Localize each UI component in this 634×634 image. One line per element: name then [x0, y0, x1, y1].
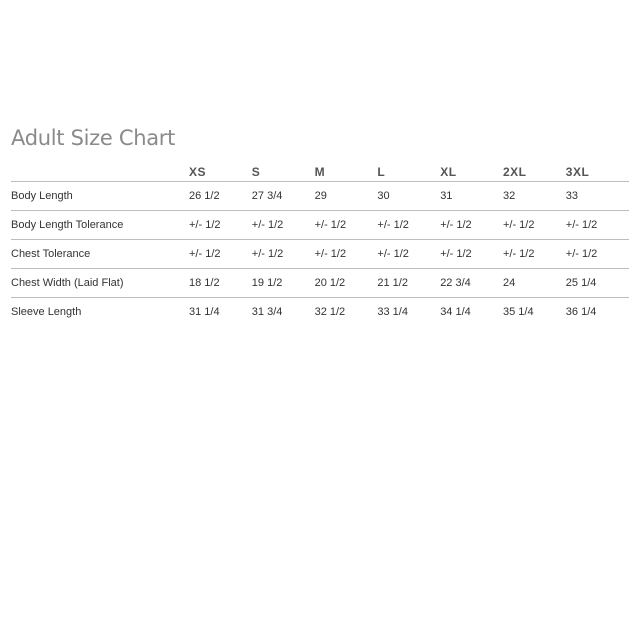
table-cell: 32	[503, 182, 566, 211]
table-cell: 22 3/4	[440, 269, 503, 298]
row-label: Chest Width (Laid Flat)	[11, 269, 189, 298]
table-cell: 33 1/4	[377, 306, 408, 318]
table-row-sleeve-length	[11, 298, 629, 327]
table-cell: +/- 1/2	[503, 240, 566, 269]
size-chart-table	[11, 158, 629, 326]
table-cell: +/- 1/2	[189, 211, 252, 240]
header-cell-3xl: 3XL	[566, 158, 629, 182]
table-cell: 30	[377, 182, 440, 211]
header-row	[11, 158, 629, 182]
table-cell: 24	[503, 269, 566, 298]
table-cell: +/- 1/2	[252, 240, 315, 269]
table-row-chest-tolerance	[11, 240, 629, 269]
table-cell: 20 1/2	[315, 269, 378, 298]
table-cell: 29	[315, 182, 378, 211]
header-cell-xl: XL	[440, 158, 503, 182]
table-cell: 21 1/2	[377, 269, 440, 298]
table-cell: +/- 1/2	[503, 211, 566, 240]
table-cell: 27 3/4	[252, 182, 315, 211]
header-cell-l: L	[377, 158, 440, 182]
header-cell-blank	[11, 158, 189, 182]
table-cell: 18 1/2	[189, 269, 252, 298]
table-cell: +/- 1/2	[440, 211, 503, 240]
table-cell: +/- 1/2	[315, 240, 378, 269]
page-title: Adult Size Chart	[11, 126, 176, 150]
table-cell: +/- 1/2	[377, 211, 440, 240]
table-cell: +/- 1/2	[252, 211, 315, 240]
table-row-body-length	[11, 182, 629, 211]
table-cell: 26 1/2	[189, 182, 252, 211]
table-cell: +/- 1/2	[440, 240, 503, 269]
table-cell: +/- 1/2	[315, 211, 378, 240]
row-label: Chest Tolerance	[11, 240, 189, 269]
table-cell: 31 3/4	[251, 306, 283, 318]
table-cell: 19 1/2	[252, 269, 315, 298]
table-cell: 31 1/4	[189, 306, 220, 318]
table-row-chest-width	[11, 269, 629, 298]
table-cell: +/- 1/2	[566, 240, 629, 269]
table-cell: 35 1/4	[502, 306, 534, 318]
table-cell: 33	[566, 182, 629, 211]
header-cell-s: S	[252, 158, 315, 182]
table-cell: 31	[440, 182, 503, 211]
row-label: Body Length Tolerance	[11, 211, 189, 240]
table-cell: 36 1/4	[565, 306, 597, 318]
table-cell: 25 1/4	[566, 269, 629, 298]
header-cell-2xl: 2XL	[503, 158, 566, 182]
row-label: Sleeve Length	[11, 306, 82, 318]
table-cell: +/- 1/2	[566, 211, 629, 240]
header-cell-m: M	[315, 158, 378, 182]
header-cell-xs: XS	[189, 158, 252, 182]
table-cell: +/- 1/2	[377, 240, 440, 269]
table-cell: 34 1/4	[440, 306, 471, 318]
table-row-body-length-tolerance	[11, 211, 629, 240]
table-cell: +/- 1/2	[189, 240, 252, 269]
row-label: Body Length	[11, 182, 189, 211]
table-cell: 32 1/2	[314, 306, 346, 318]
